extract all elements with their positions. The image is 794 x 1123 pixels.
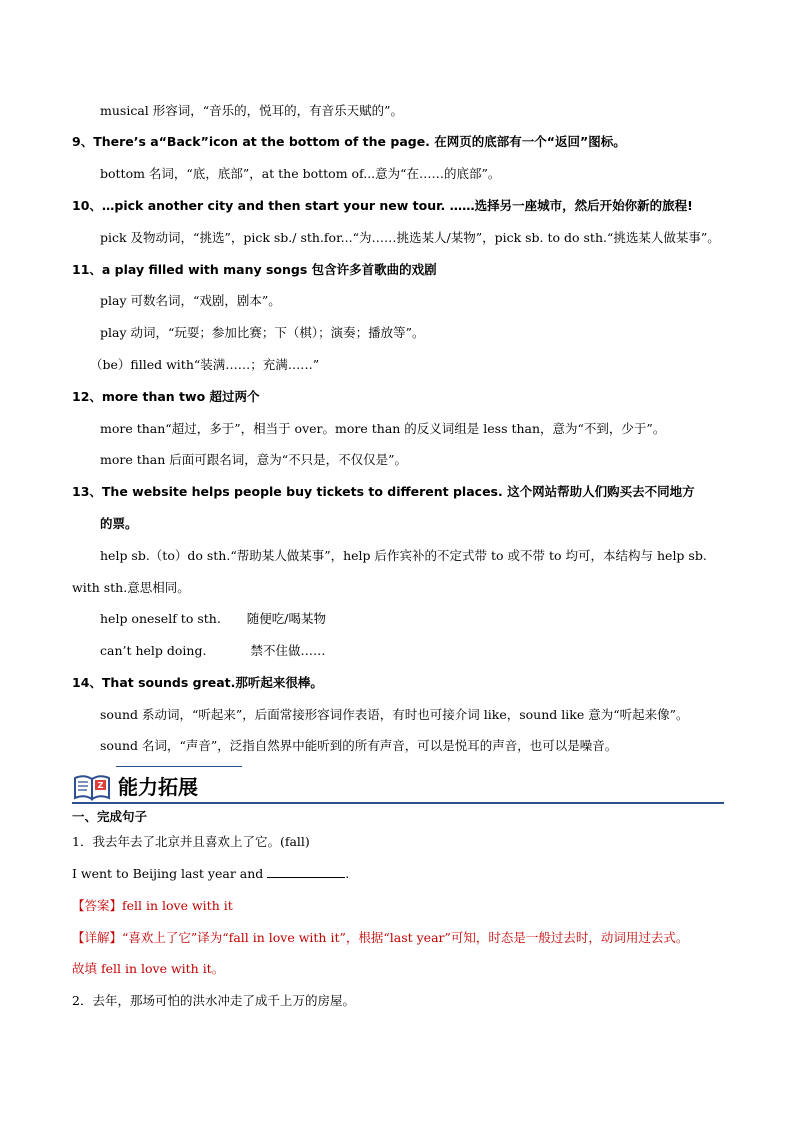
exercise-heading: 一、完成句子	[72, 809, 148, 824]
note-sound-noun: sound 名词，“声音”，泛指自然界中能听到的所有声音，可以是悦耳的声音，也可以是噪音。	[100, 738, 618, 753]
item-12-heading: 12、more than two 超过两个	[72, 389, 260, 404]
note-help-oneself	[100, 610, 326, 628]
answer-text: fell in love with it	[122, 898, 233, 913]
detail-line	[72, 929, 688, 947]
detail-line-2: 故填 fell in love with it。	[72, 961, 225, 976]
note-more-than-noun: more than 后面可跟名词，意为“不只是，不仅仅是”。	[100, 452, 408, 467]
note-filled-with: （be）filled with“装满……；充满……”	[90, 357, 320, 372]
phrase-help-oneself: help oneself to sth.	[100, 611, 221, 626]
note-bottom: bottom 名词，“底，底部”，at the bottom of...意为“在……的底部”。	[100, 166, 501, 181]
section-header	[72, 766, 724, 804]
detail-text: “喜欢上了它”译为“fall in love with it”，根据“last year”可知，时态是一般过去时，动词用过去式。	[122, 930, 689, 945]
item-13-heading-cont: 的票。	[100, 516, 138, 531]
item-11-heading: 11、a play filled with many songs 包含许多首歌曲的戏剧	[72, 262, 437, 277]
meaning-cant-help: 禁不住做……	[250, 643, 326, 658]
answer-line	[72, 897, 233, 915]
note-help: help sb.（to）do sth.“帮助某人做某事”，help 后作宾补的不定式带 to 或不带 to 均可，本结构与 help sb.	[100, 548, 707, 563]
meaning-help-oneself: 随便吃/喝某物	[246, 611, 327, 626]
phrase-cant-help: can’t help doing.	[100, 643, 207, 658]
note-cant-help	[100, 642, 325, 660]
section-underline	[72, 802, 724, 804]
note-more-than: more than“超过，多于”，相当于 over。more than 的反义词组是 less than，意为“不到，少于”。	[100, 421, 666, 436]
svg-text:Z: Z	[97, 781, 104, 790]
note-help-cont: with sth.意思相同。	[72, 580, 190, 595]
answer-blank[interactable]	[267, 865, 345, 878]
question-2: 2．去年，那场可怕的洪水冲走了成千上万的房屋。	[72, 993, 355, 1008]
question-1-sentence	[72, 865, 349, 883]
note-play-verb: play 动词，“玩耍；参加比赛；下（棋）；演奏；播放等”。	[100, 325, 425, 340]
note-play-noun: play 可数名词，“戏剧，剧本”。	[100, 293, 281, 308]
section-title: 能力拓展	[118, 775, 198, 799]
note-pick: pick 及物动词，“挑选”，pick sb./ sth.for...“为……挑选某人/某物”，pick sb. to do sth.“挑选某人做某事”。	[100, 230, 720, 245]
item-13-heading: 13、The website helps people buy tickets to different places. 这个网站帮助人们购买去不同地方	[72, 484, 695, 499]
note-musical: musical 形容词，“音乐的，悦耳的，有音乐天赋的”。	[100, 103, 404, 118]
answer-tag: 【答案】	[72, 898, 123, 913]
item-9-heading: 9、There’s a“Back”icon at the bottom of the page. 在网页的底部有一个“返回”图标。	[72, 134, 626, 149]
note-sound-verb: sound 系动词，“听起来”，后面常接形容词作表语，有时也可接介词 like，sound like 意为“听起来像”。	[100, 707, 689, 722]
item-10-heading: 10、…pick another city and then start your new tour. ……选择另一座城市，然后开始你新的旅程!	[72, 198, 693, 213]
section-top-line	[116, 766, 242, 767]
open-book-icon	[72, 770, 112, 802]
detail-tag: 【详解】	[72, 930, 123, 945]
question-1: 1．我去年去了北京并且喜欢上了它。(fall)	[72, 834, 310, 849]
question-1-text: I went to Beijing last year and	[72, 866, 264, 881]
item-14-heading: 14、That sounds great.那听起来很棒。	[72, 675, 323, 690]
question-1-period: .	[345, 866, 350, 881]
